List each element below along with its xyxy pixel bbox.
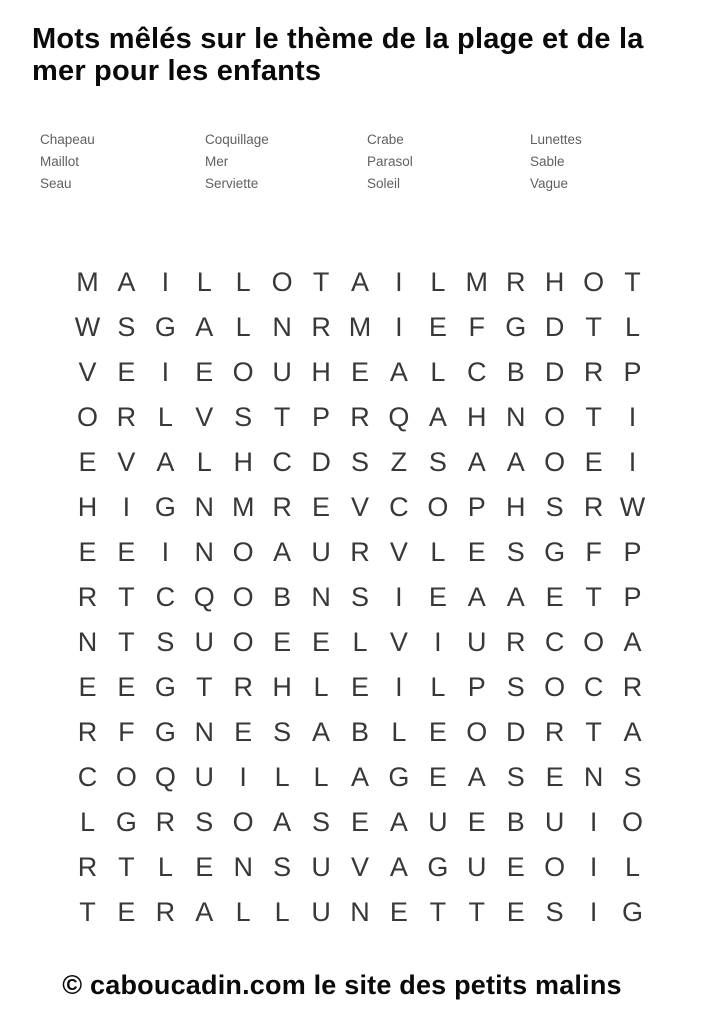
grid-letter: N [350, 897, 370, 927]
grid-letter: L [274, 897, 290, 927]
grid-letter: E [195, 357, 214, 387]
grid-letter: O [232, 627, 254, 657]
grid-letter: W [74, 312, 101, 342]
grid-letter: I [395, 672, 403, 702]
grid-letter: E [117, 897, 136, 927]
grid-letter: T [585, 717, 602, 747]
grid-letter: V [117, 447, 136, 477]
grid-letter: A [467, 447, 486, 477]
grid-letter: S [156, 627, 175, 657]
grid-letter: E [350, 357, 369, 387]
word-item: Coquillage [205, 132, 269, 147]
grid-letter: U [194, 627, 214, 657]
grid-letter: R [77, 717, 98, 747]
grid-letter: N [233, 852, 253, 882]
grid-letter: E [78, 447, 97, 477]
grid-letter: O [583, 267, 605, 297]
grid-letter: T [429, 897, 447, 927]
grid-letter: S [623, 762, 642, 792]
grid-letter: R [77, 582, 98, 612]
grid-letter: O [544, 447, 566, 477]
grid-letter: L [235, 312, 251, 342]
letter-grid [68, 260, 652, 935]
grid-letter: L [79, 807, 95, 837]
grid-letter: F [118, 717, 135, 747]
grid-letter: S [273, 852, 292, 882]
grid-letter: L [157, 852, 173, 882]
grid-letter: Q [388, 402, 410, 432]
grid-letter: A [350, 267, 369, 297]
grid-letter: E [78, 672, 97, 702]
grid-letter: O [466, 717, 488, 747]
grid-letter: S [273, 717, 292, 747]
grid-letter: A [623, 627, 642, 657]
word-list-column [367, 129, 413, 195]
grid-letter: R [272, 492, 292, 522]
grid-letter: F [585, 537, 602, 567]
grid-letter: E [545, 762, 564, 792]
grid-letter: E [195, 852, 214, 882]
grid-letter: G [154, 492, 176, 522]
word-item: Mer [205, 154, 229, 169]
word-item: Soleil [367, 176, 401, 191]
grid-letter: A [312, 717, 331, 747]
grid-letter: A [623, 717, 642, 747]
grid-letter: R [350, 402, 370, 432]
grid-letter: T [585, 582, 602, 612]
grid-letter: R [311, 312, 331, 342]
grid-letter: A [389, 852, 408, 882]
grid-letter: N [505, 402, 526, 432]
grid-letter: T [585, 312, 602, 342]
grid-letter: I [395, 267, 403, 297]
grid-letter: A [389, 357, 408, 387]
grid-letter: U [311, 897, 331, 927]
grid-letter: H [467, 402, 487, 432]
word-item: Parasol [367, 154, 413, 169]
grid-letter: L [157, 402, 173, 432]
word-item: Maillot [40, 154, 80, 169]
grid-letter: B [506, 807, 525, 837]
grid-letter: V [389, 537, 408, 567]
grid-letter: E [545, 582, 564, 612]
grid-letter: S [117, 312, 136, 342]
grid-letter: I [161, 357, 170, 387]
grid-letter: D [311, 447, 331, 477]
grid-letter: T [79, 897, 96, 927]
grid-letter: H [544, 267, 565, 297]
grid-letter: G [544, 537, 566, 567]
grid-letter: H [272, 672, 292, 702]
grid-letter: W [619, 492, 646, 522]
grid-letter: O [271, 267, 293, 297]
grid-letter: U [272, 357, 292, 387]
grid-letter: R [505, 627, 526, 657]
grid-letter: R [155, 807, 176, 837]
grid-letter: T [624, 267, 641, 297]
grid-letter: R [544, 717, 565, 747]
grid-letter: Q [193, 582, 215, 612]
grid-letter: R [155, 897, 176, 927]
grid-letter: E [78, 537, 97, 567]
grid-letter: R [583, 492, 604, 522]
grid-letter: V [78, 357, 97, 387]
grid-letter: L [625, 312, 641, 342]
grid-letter: O [583, 627, 605, 657]
grid-letter: L [430, 537, 446, 567]
grid-letter: G [154, 717, 176, 747]
grid-letter: O [622, 807, 644, 837]
grid-letter: U [194, 762, 214, 792]
grid-letter: O [115, 762, 137, 792]
grid-letter: O [544, 672, 566, 702]
grid-letter: Q [154, 762, 176, 792]
grid-letter: O [76, 402, 98, 432]
grid-letter: G [505, 312, 527, 342]
grid-letter: T [273, 402, 291, 432]
grid-letter: G [427, 852, 449, 882]
grid-letter: A [467, 762, 486, 792]
grid-letter: D [544, 357, 565, 387]
grid-letter: U [544, 807, 565, 837]
grid-letter: R [116, 402, 137, 432]
word-item: Sable [530, 154, 565, 169]
grid-letter: G [154, 312, 176, 342]
grid-letter: A [156, 447, 175, 477]
grid-letter: L [235, 267, 251, 297]
grid-letter: B [350, 717, 369, 747]
grid-letter: S [506, 537, 525, 567]
grid-letter: U [467, 627, 487, 657]
grid-letter: I [239, 762, 247, 792]
grid-letter: V [195, 402, 214, 432]
grid-letter: E [428, 582, 447, 612]
grid-letter: E [389, 897, 408, 927]
grid-letter: E [312, 627, 331, 657]
grid-letter: A [467, 582, 486, 612]
grid-letter: Z [390, 447, 408, 477]
grid-letter: M [348, 312, 372, 342]
grid-letter: T [118, 852, 135, 882]
word-item: Serviette [205, 176, 259, 191]
grid-letter: T [468, 897, 486, 927]
grid-letter: E [506, 852, 525, 882]
grid-letter: B [506, 357, 525, 387]
word-list-column [40, 129, 95, 195]
grid-letter: S [195, 807, 214, 837]
grid-letter: E [350, 672, 369, 702]
grid-letter: E [117, 537, 136, 567]
grid-letter: I [395, 312, 403, 342]
grid-letter: A [273, 537, 292, 567]
grid-letter: I [161, 267, 170, 297]
grid-letter: M [231, 492, 255, 522]
grid-letter: C [389, 492, 409, 522]
grid-letter: T [118, 582, 135, 612]
grid-letter: E [273, 627, 292, 657]
grid-letter: P [623, 582, 642, 612]
footer-credit: © caboucadin.com le site des petits malins [62, 970, 622, 1000]
grid-letter: P [467, 672, 486, 702]
grid-letter: C [77, 762, 98, 792]
grid-letter: L [391, 717, 407, 747]
grid-letter: L [235, 897, 251, 927]
grid-letter: R [77, 852, 98, 882]
grid-letter: T [585, 402, 602, 432]
grid-letter: E [428, 762, 447, 792]
grid-letter: S [506, 672, 525, 702]
grid-letter: I [395, 582, 403, 612]
grid-letter: P [623, 357, 642, 387]
grid-letter: N [311, 582, 331, 612]
grid-letter: N [194, 492, 214, 522]
grid-letter: I [434, 627, 442, 657]
grid-letter: S [350, 447, 369, 477]
grid-letter: L [274, 762, 290, 792]
grid-letter: G [622, 897, 644, 927]
grid-letter: H [505, 492, 526, 522]
page-title: Mots mêlés sur le thème de la plage et de la mer pour les enfants [32, 23, 644, 87]
grid-letter: M [76, 267, 99, 297]
grid-letter: E [584, 447, 603, 477]
grid-letter: L [430, 357, 446, 387]
word-item: Crabe [367, 132, 404, 147]
grid-letter: U [428, 807, 448, 837]
grid-letter: A [350, 762, 369, 792]
grid-letter: C [583, 672, 604, 702]
word-item: Vague [530, 176, 569, 191]
grid-letter: O [232, 537, 254, 567]
grid-letter: V [350, 492, 369, 522]
grid-letter: E [428, 312, 447, 342]
grid-letter: I [589, 897, 598, 927]
grid-letter: N [194, 537, 214, 567]
grid-letter: D [505, 717, 526, 747]
grid-letter: A [195, 897, 214, 927]
grid-letter: R [505, 267, 526, 297]
grid-letter: U [311, 852, 331, 882]
grid-letter: C [272, 447, 292, 477]
grid-letter: O [232, 807, 254, 837]
grid-letter: N [194, 717, 214, 747]
word-list-column [205, 129, 269, 195]
grid-letter: H [77, 492, 98, 522]
grid-letter: T [196, 672, 213, 702]
word-item: Chapeau [40, 132, 95, 147]
grid-letter: C [155, 582, 176, 612]
grid-letter: E [234, 717, 253, 747]
grid-letter: V [389, 627, 408, 657]
grid-letter: C [544, 627, 565, 657]
grid-letter: O [427, 492, 449, 522]
grid-letter: G [115, 807, 137, 837]
grid-letter: F [468, 312, 486, 342]
grid-letter: R [622, 672, 643, 702]
grid-letter: V [350, 852, 369, 882]
grid-letter: E [467, 807, 486, 837]
grid-letter: O [232, 357, 254, 387]
grid-letter: A [273, 807, 292, 837]
grid-letter: R [350, 537, 370, 567]
word-list-column [530, 129, 582, 195]
grid-letter: E [312, 492, 331, 522]
grid-letter: O [544, 852, 566, 882]
word-item: Lunettes [530, 132, 582, 147]
grid-letter: E [350, 807, 369, 837]
grid-letter: H [233, 447, 253, 477]
grid-letter: D [544, 312, 565, 342]
grid-letter: N [583, 762, 604, 792]
grid-letter: A [117, 267, 136, 297]
grid-letter: S [234, 402, 253, 432]
grid-letter: R [233, 672, 253, 702]
grid-letter: C [467, 357, 487, 387]
grid-letter: L [430, 267, 446, 297]
grid-letter: I [589, 852, 598, 882]
grid-letter: A [428, 402, 447, 432]
grid-letter: L [313, 672, 329, 702]
grid-letter: G [388, 762, 410, 792]
grid-letter: I [628, 447, 637, 477]
grid-letter: P [312, 402, 331, 432]
grid-letter: E [506, 897, 525, 927]
grid-letter: P [623, 537, 642, 567]
grid-letter: M [465, 267, 489, 297]
grid-letter: N [272, 312, 292, 342]
grid-letter: S [350, 582, 369, 612]
grid-letter: G [154, 672, 176, 702]
grid-letter: L [625, 852, 641, 882]
grid-letter: R [583, 357, 604, 387]
grid-letter: B [273, 582, 292, 612]
grid-letter: H [311, 357, 331, 387]
grid-letter: L [430, 672, 446, 702]
grid-letter: L [352, 627, 368, 657]
grid-letter: S [545, 897, 564, 927]
grid-letter: S [428, 447, 447, 477]
grid-letter: A [389, 807, 408, 837]
word-item: Seau [40, 176, 72, 191]
word-list [0, 129, 724, 199]
grid-letter: S [312, 807, 331, 837]
grid-letter: T [118, 627, 135, 657]
grid-letter: O [544, 402, 566, 432]
grid-letter: E [117, 672, 136, 702]
grid-letter: O [232, 582, 254, 612]
grid-letter: S [506, 762, 525, 792]
grid-letter: A [506, 582, 525, 612]
grid-letter: P [467, 492, 486, 522]
grid-letter: E [428, 717, 447, 747]
grid-letter: L [196, 267, 212, 297]
grid-letter: E [117, 357, 136, 387]
grid-letter: T [312, 267, 330, 297]
grid-letter: I [628, 402, 637, 432]
grid-letter: S [545, 492, 564, 522]
grid-letter: E [467, 537, 486, 567]
grid-letter: A [506, 447, 525, 477]
grid-letter: I [161, 537, 170, 567]
grid-letter: U [467, 852, 487, 882]
grid-letter: L [196, 447, 212, 477]
grid-letter: N [77, 627, 98, 657]
grid-letter: I [122, 492, 131, 522]
grid-letter: I [589, 807, 598, 837]
grid-letter: U [311, 537, 331, 567]
grid-letter: A [195, 312, 214, 342]
grid-letter: L [313, 762, 329, 792]
